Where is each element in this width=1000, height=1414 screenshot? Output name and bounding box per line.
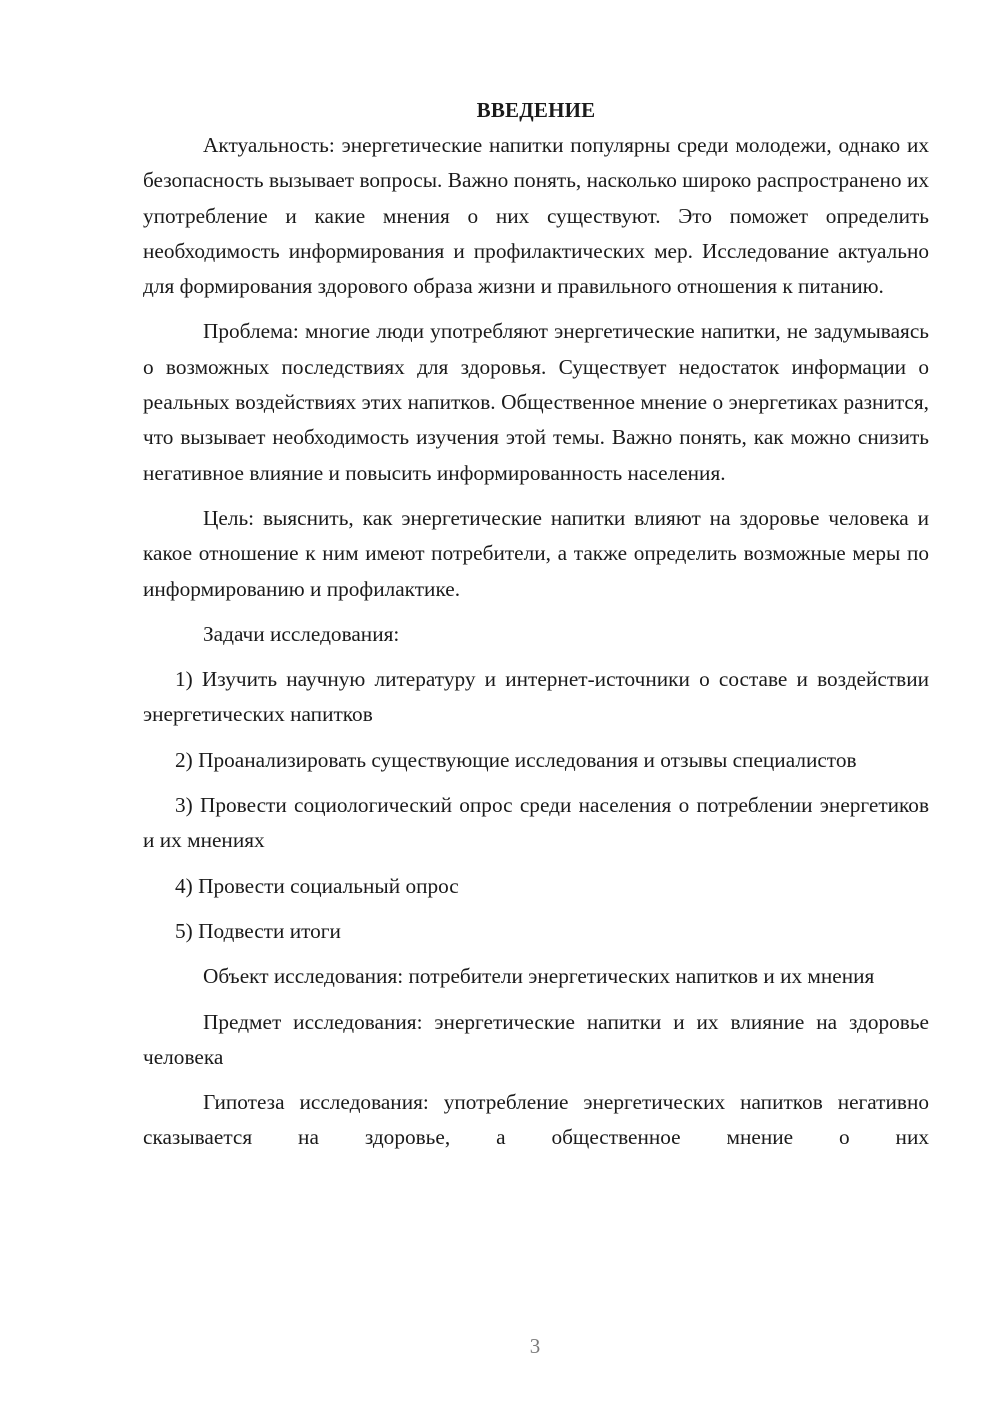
task-item-3: 3) Провести социологический опрос среди населения о потреблении энергетиков и их мнениях — [143, 793, 929, 853]
paragraph-hypothesis: Гипотеза исследования: употребление энергетических напитков негативно сказывается на здоровье, а общественное мнение о них — [143, 1090, 929, 1150]
tasks-heading: Задачи исследования: — [203, 621, 400, 646]
paragraph-object: Объект исследования: потребители энергетических напитков и их мнения — [203, 964, 875, 989]
paragraph-subject: Предмет исследования: энергетические напитки и их влияние на здоровье человека — [143, 1009, 929, 1069]
paragraph-problem: Проблема: многие люди употребляют энергетические напитки, не задумываясь о возможных последствиях для здоровья. Существует недостаток информации о реальных воздействиях этих напитков. Общественное мнение о энергетиках разнится, что вызывает необходимость изучения этой темы. Важно понять, как можно снизить негативное влияние и повысить информированность населения. — [143, 319, 929, 485]
task-item-2: 2) Проанализировать существующие исследования и отзывы специалистов — [175, 747, 857, 772]
page-number: 3 — [529, 1334, 541, 1358]
task-item-1: 1) Изучить научную литературу и интернет-источники о составе и воздействии энергетических напитков — [143, 667, 929, 727]
task-item-4: 4) Провести социальный опрос — [175, 873, 459, 898]
page-title: ВВЕДЕНИЕ — [476, 98, 596, 122]
document-body — [143, 93, 929, 1156]
paragraph-goal: Цель: выяснить, как энергетические напитки влияют на здоровье человека и какое отношение к ним имеют потребители, а также определить возможные меры по информированию и профилактике. — [143, 505, 929, 601]
paragraph-relevance: Актуальность: энергетические напитки популярны среди молодежи, однако их безопасность вызывает вопросы. Важно понять, насколько широко распространено их употребление и какие мнения о них существуют. Это поможет определить необходимость информирования и профилактических мер. Исследование актуально для формирования здорового образа жизни и правильного отношения к питанию. — [143, 133, 929, 299]
task-item-5: 5) Подвести итоги — [175, 918, 341, 943]
